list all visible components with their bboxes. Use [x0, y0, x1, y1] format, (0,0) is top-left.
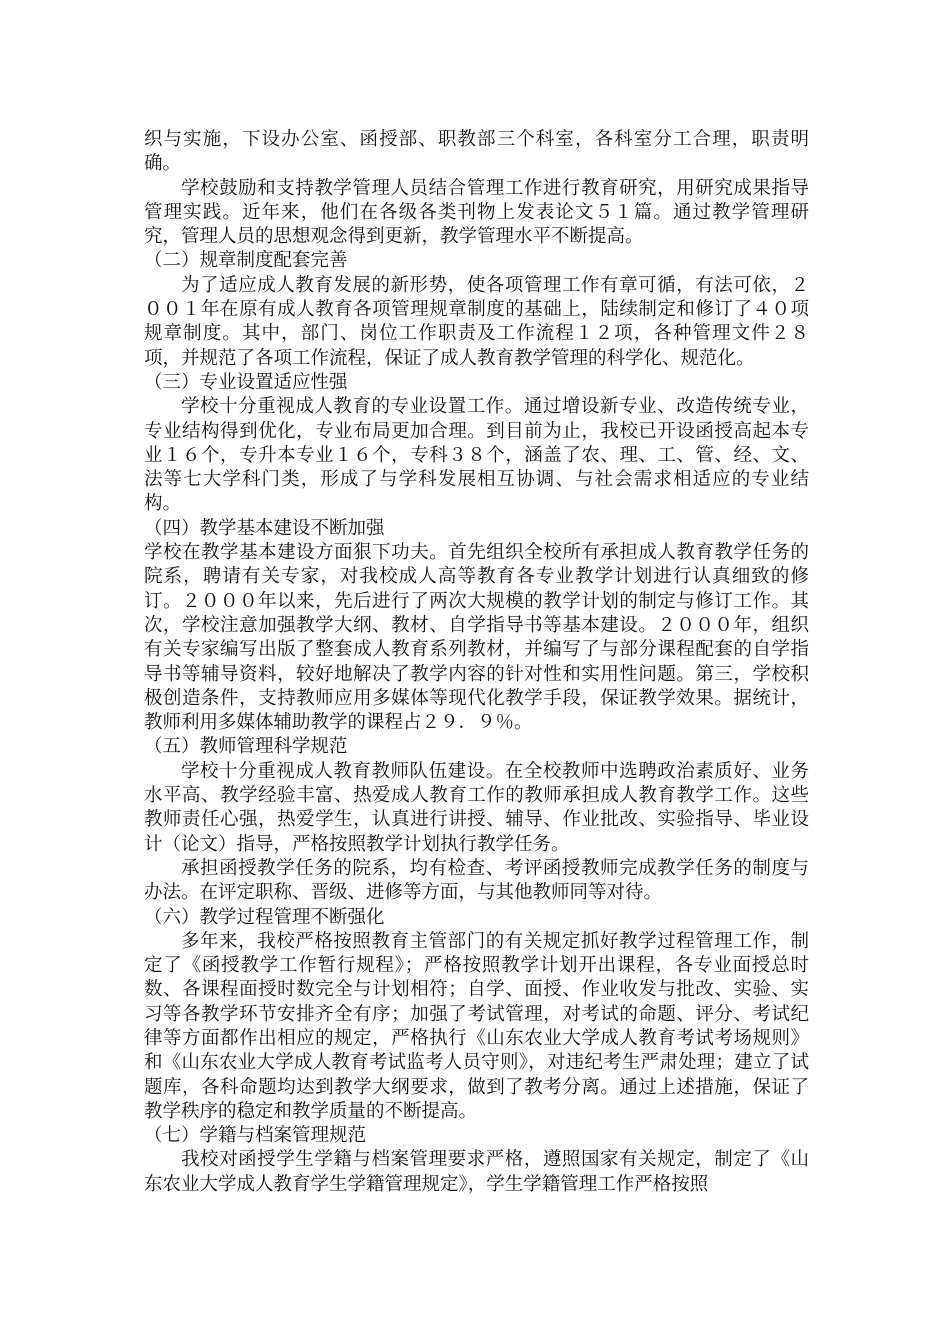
paragraph-research: 学校鼓励和支持教学管理人员结合管理工作进行教育研究，用研究成果指导管理实践。近年来，他们在各级各类刊物上发表论文５１篇。通过教学管理研究，管理人员的思想观念得到更新，教学管理水平不断提高。	[144, 177, 809, 248]
document-body	[144, 128, 809, 1197]
paragraph-regulations: 为了适应成人教育发展的新形势，使各项管理工作有章可循，有法可依，２００１年在原有成人教育各项管理规章制度的基础上，陆续制定和修订了４０项规章制度。其中，部门、岗位工作职责及工作流程１２项，各种管理文件２８项，并规范了各项工作流程，保证了成人教育教学管理的科学化、规范化。	[144, 274, 809, 369]
section-heading-3: （三）专业设置适应性强	[144, 371, 348, 393]
section-heading-5: （五）教师管理科学规范	[144, 736, 348, 758]
section-heading-2: （二）规章制度配套完善	[144, 250, 348, 272]
paragraph-teacher-evaluation: 承担函授教学任务的院系，均有检查、考评函授教师完成教学任务的制度与办法。在评定职称、晋级、进修等方面，与其他教师同等对待。	[144, 857, 809, 904]
paragraph-teaching-construction: 学校在教学基本建设方面狠下功夫。首先组织全校所有承担成人教育教学任务的院系，聘请有关专家，对我校成人高等教育各专业教学计划进行认真细致的修订。２０００年以来，先后进行了两次大规模的教学计划的制定与修订工作。其次，学校注意加强教学大纲、教材、自学指导书等基本建设。２０００年，组织有关专家编写出版了整套成人教育系列教材，并编写了与部分课程配套的自学指导书等辅导资料，较好地解决了教学内容的针对性和实用性问题。第三，学校积极创造条件，支持教师应用多媒体等现代化教学手段，保证教学效果。据统计，教师利用多媒体辅助教学的课程占２９．９％。	[144, 542, 809, 734]
paragraph-records: 我校对函授学生学籍与档案管理要求严格，遵照国家有关规定，制定了《山东农业大学成人教育学生学籍管理规定》，学生学籍管理工作严格按照	[144, 1149, 809, 1195]
paragraph-teachers: 学校十分重视成人教育教师队伍建设。在全校教师中选聘政治素质好、业务水平高、教学经验丰富、热爱成人教育工作的教师承担成人教育教学工作。这些教师责任心强，热爱学生，认真进行讲授、辅导、作业批改、实验指导、毕业设计（论文）指导，严格按照教学计划执行教学任务。	[144, 760, 809, 855]
paragraph-continued: 织与实施，下设办公室、函授部、职教部三个科室，各科室分工合理，职责明确。	[144, 129, 809, 175]
section-heading-6: （六）教学过程管理不断强化	[144, 906, 385, 928]
paragraph-majors: 学校十分重视成人教育的专业设置工作。通过增设新专业、改造传统专业，专业结构得到优化，专业布局更加合理。到目前为止，我校已开设函授高起本专业１６个，专升本专业１６个，专科３８个，涵盖了农、理、工、管、经、文、法等七大学科门类，形成了与学科发展相互协调、与社会需求相适应的专业结构。	[144, 396, 809, 515]
section-heading-4: （四）教学基本建设不断加强	[144, 517, 385, 539]
paragraph-process-management: 多年来，我校严格按照教育主管部门的有关规定抓好教学过程管理工作，制定了《函授教学工作暂行规程》；严格按照教学计划开出课程，各专业面授总时数、各课程面授时数完全与计划相符；自学、面授、作业收发与批改、实验、实习等各教学环节安排齐全有序；加强了考试管理，对考试的命题、评分、考试纪律等方面都作出相应的规定，严格执行《山东农业大学成人教育考试考场规则》和《山东农业大学成人教育考试监考人员守则》，对违纪考生严肃处理；建立了试题库，各科命题均达到教学大纲要求，做到了教考分离。通过上述措施，保证了教学秩序的稳定和教学质量的不断提高。	[144, 930, 809, 1122]
section-heading-7: （七）学籍与档案管理规范	[144, 1125, 367, 1147]
